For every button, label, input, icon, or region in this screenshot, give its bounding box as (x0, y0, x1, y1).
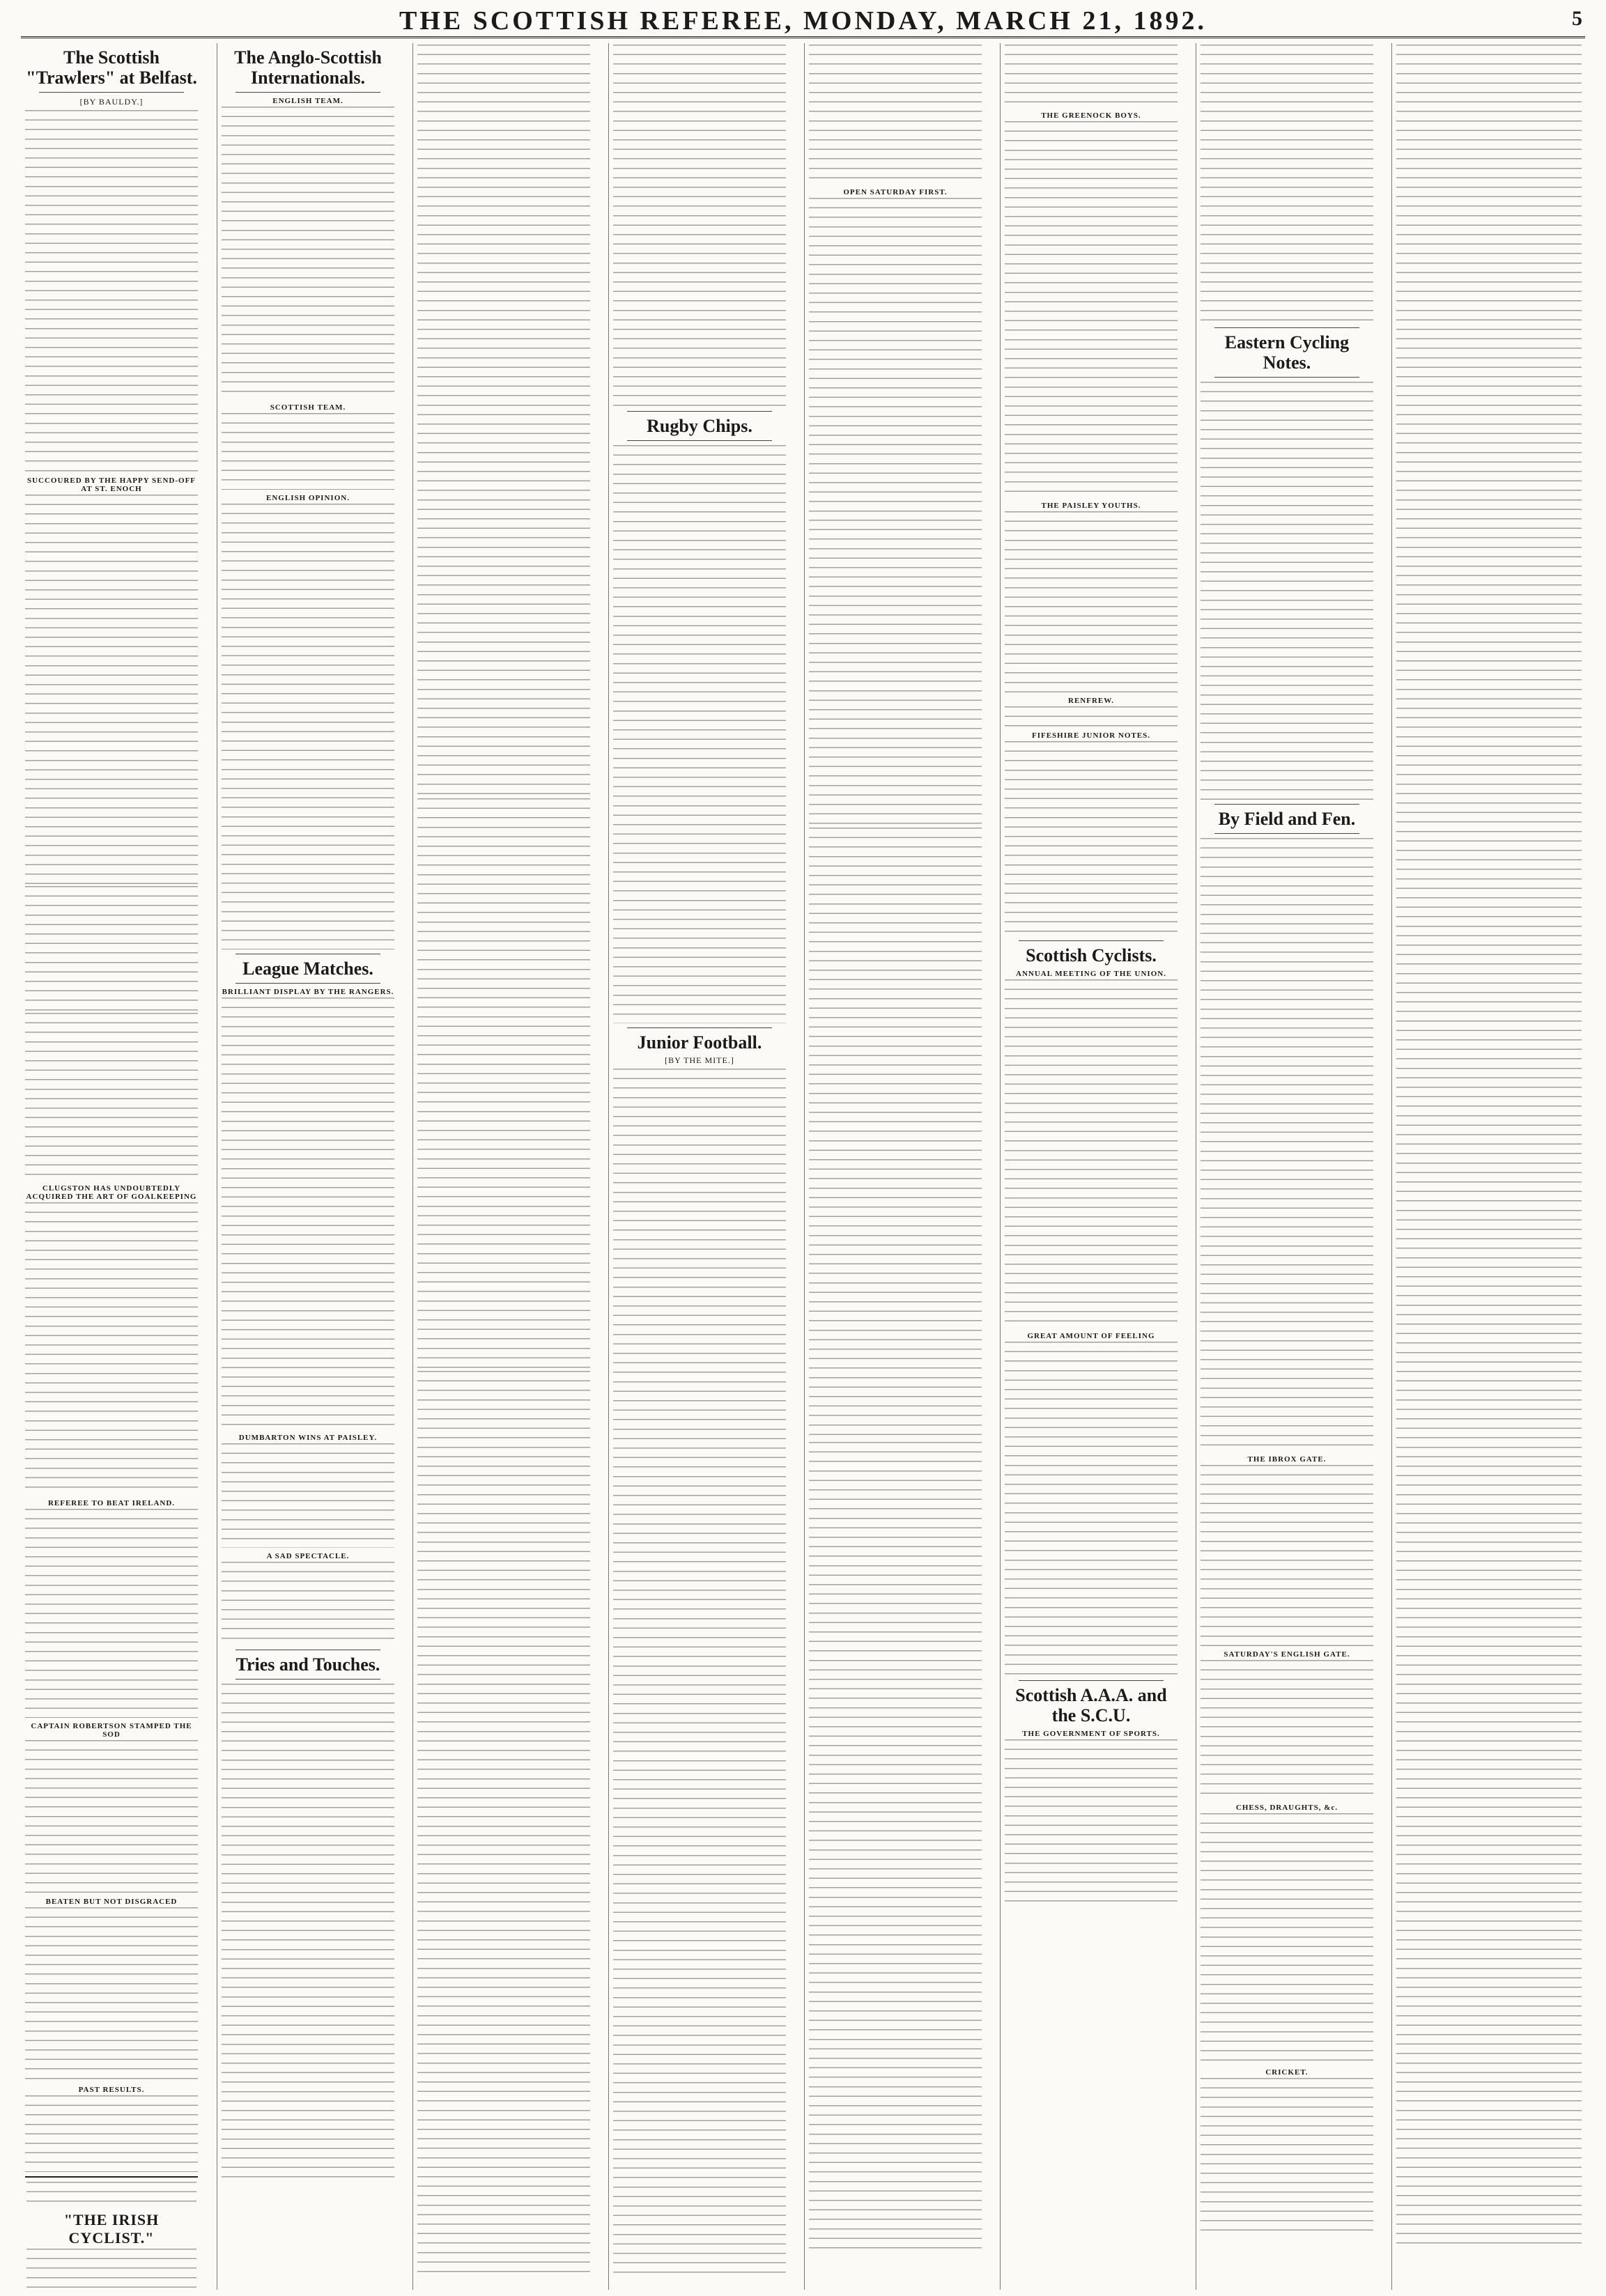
article-body (1005, 1739, 1178, 1907)
subhead-open-saturday: OPEN SATURDAY FIRST. (843, 188, 948, 196)
column-5 (804, 43, 986, 2290)
article-body (222, 1562, 394, 1645)
subhead-past-results: PAST RESULTS. (78, 2086, 145, 2094)
article-body (1005, 1342, 1178, 1676)
columns (21, 43, 1585, 2290)
headline-field-fen: By Field and Fen. (1218, 809, 1356, 829)
article-body (1200, 838, 1373, 1451)
article-body (613, 45, 786, 407)
column-6 (1000, 43, 1182, 2290)
article-body (25, 1013, 198, 1180)
column-8 (1391, 43, 1586, 2290)
results-table (25, 2095, 198, 2172)
column-7 (1196, 43, 1377, 2290)
headline-eastern-cycling: Eastern Cycling Notes. (1224, 332, 1350, 373)
headline-trawlers: The Scottish "Trawlers" at Belfast. (26, 47, 197, 88)
article-body (25, 1907, 198, 2081)
subhead-captain: CAPTAIN ROBERTSON STAMPED THE SOD (31, 1722, 192, 1739)
subhead-paisley-youths: THE PAISLEY YOUTHS. (1041, 502, 1141, 510)
subhead-brilliant: BRILLIANT DISPLAY BY THE RANGERS. (222, 988, 394, 996)
article-body (1200, 45, 1373, 323)
subhead-spectacle: A SAD SPECTACLE. (266, 1552, 350, 1560)
subhead-cricket: CRICKET. (1265, 2068, 1308, 2077)
article-body (613, 1069, 786, 2281)
headline-anglo-scottish: The Anglo-Scottish Internationals. (234, 47, 382, 88)
headline-cyclists: Scottish Cyclists. (1026, 945, 1157, 965)
article-body (809, 45, 982, 184)
subhead-scottish-team: SCOTTISH TEAM. (270, 403, 346, 412)
article-body (1200, 1813, 1373, 2064)
column-3 (412, 43, 594, 2290)
article-body (1200, 2078, 1373, 2231)
subhead-clugston: CLUGSTON HAS UNDOUBTEDLY ACQUIRED THE ART OF GOALKEEPING (26, 1184, 197, 1201)
subhead-english-gate: SATURDAY'S ENGLISH GATE. (1223, 1650, 1350, 1659)
subhead-farewell: SUCCOURED BY THE HAPPY SEND-OFF AT ST. ENOCH (26, 476, 196, 493)
article-body (222, 413, 394, 490)
article-body (1005, 121, 1178, 497)
article-body (25, 495, 198, 885)
article-body (1005, 45, 1178, 107)
article-body (809, 1442, 982, 2250)
subhead-referee: REFEREE TO BEAT IRELAND. (47, 1499, 176, 1507)
results-list (1005, 511, 1178, 692)
article-body (1396, 45, 1582, 2246)
subhead-english-opinion: ENGLISH OPINION. (266, 494, 350, 502)
gate-table (1200, 1465, 1373, 1646)
byline-mite: [BY THE MITE.] (665, 1055, 734, 1065)
subhead-greenock: THE GREENOCK BOYS. (1041, 111, 1141, 120)
subhead-government: THE GOVERNMENT OF SPORTS. (1022, 1730, 1160, 1738)
article-body (25, 1202, 198, 1495)
article-body (25, 1509, 198, 1718)
article-body (1005, 979, 1178, 1328)
article-body (1005, 741, 1178, 936)
article-body (613, 445, 786, 1023)
subhead-english-team: ENGLISH TEAM. (272, 97, 343, 105)
article-body (222, 998, 394, 1429)
subhead-annual-meeting: ANNUAL MEETING OF THE UNION. (1016, 970, 1166, 978)
headline-saa: Scottish A.A.A. and the S.C.U. (1015, 1685, 1167, 1725)
article-body (809, 520, 982, 826)
column-4 (608, 43, 790, 2290)
column-2 (217, 43, 399, 2290)
subhead-feeling: GREAT AMOUNT OF FEELING (1027, 1332, 1155, 1340)
subhead-fifeshire: FIFESHIRE JUNIOR NOTES. (1031, 731, 1150, 740)
team-lineup (25, 886, 198, 1011)
masthead-title: THE SCOTTISH REFEREE, MONDAY, MARCH 21, 1892. (399, 6, 1207, 36)
article-body (1200, 382, 1373, 800)
subhead-beaten: BEATEN BUT NOT DISGRACED (45, 1898, 178, 1906)
subhead-chess: CHESS, DRAUGHTS, &c. (1235, 1804, 1338, 1812)
article-body (222, 1443, 394, 1548)
headline-rugby: Rugby Chips. (647, 416, 752, 436)
headline-tries: Tries and Touches. (236, 1654, 380, 1675)
gate-table (1200, 1660, 1373, 1799)
headline-junior: Junior Football. (637, 1032, 762, 1053)
subhead-ibrox-gate: THE IBROX GATE. (1247, 1455, 1327, 1464)
byline-bauldy: [BY BAULDY.] (79, 97, 144, 107)
article-body (417, 1371, 590, 2276)
subhead-renfrew: RENFREW. (1068, 697, 1114, 705)
article-body (809, 828, 982, 1441)
article-body (25, 1740, 198, 1893)
article-body (222, 107, 394, 399)
subhead-dumbarton: DUMBARTON WINS AT PAISLEY. (238, 1434, 378, 1442)
advert-title: "THE IRISH CYCLIST." (63, 2211, 160, 2247)
article-body (25, 110, 198, 472)
page-number: 5 (1572, 7, 1582, 30)
article-body (222, 504, 394, 949)
advert-irish-cyclist (25, 2176, 198, 2290)
headline-league: League Matches. (242, 959, 373, 979)
article-body (417, 45, 590, 797)
article-body (809, 198, 982, 518)
masthead (21, 4, 1585, 38)
article-body (417, 798, 590, 1370)
results-list (1005, 706, 1178, 727)
article-body (222, 1684, 394, 2185)
column-1 (21, 43, 202, 2290)
